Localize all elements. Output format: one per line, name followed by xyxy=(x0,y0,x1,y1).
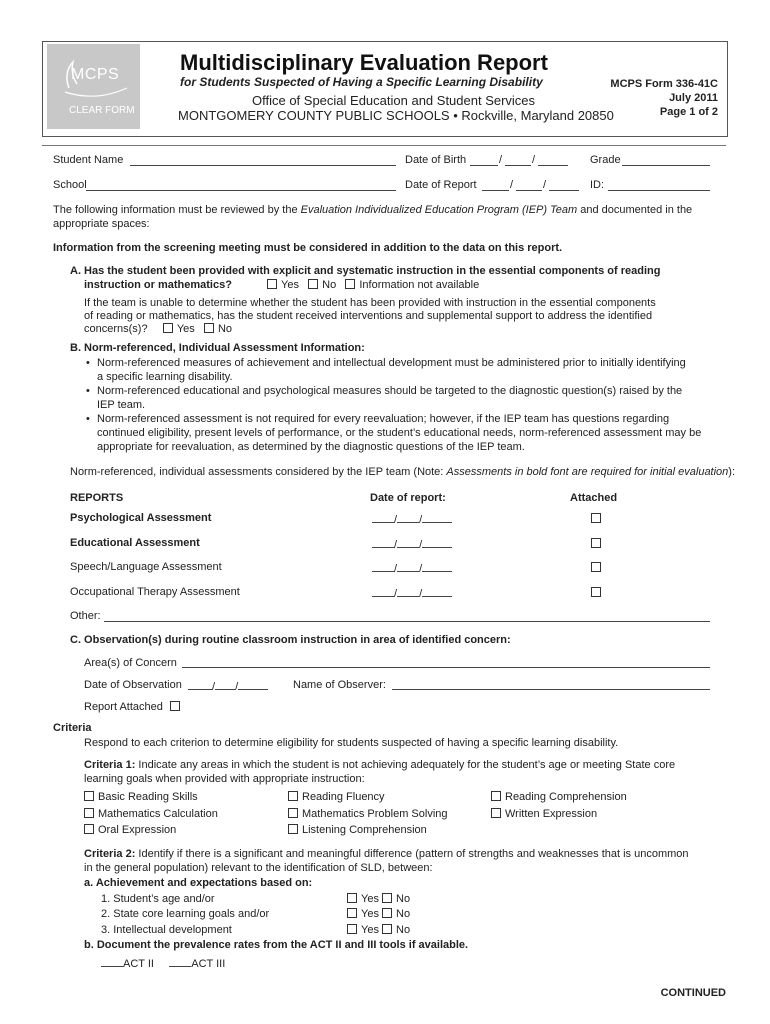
report-row-label: Educational Assessment xyxy=(70,537,200,549)
yes-checkbox[interactable] xyxy=(347,893,357,903)
act-fields: ACT II ACT III xyxy=(101,956,225,970)
criteria-1-cont: learning goals when provided with appropriate instruction: xyxy=(84,773,365,785)
logo-text: MCPS xyxy=(71,66,120,83)
report-year-field[interactable] xyxy=(549,190,579,191)
dob-year-field[interactable] xyxy=(538,165,568,166)
screening-note: Information from the screening meeting must be considered in addition to the data on this report. xyxy=(53,242,563,254)
continued-label: CONTINUED xyxy=(660,987,726,999)
act2-field[interactable] xyxy=(101,956,123,967)
id-label: ID: xyxy=(590,179,605,191)
report-date-label: Date of Report xyxy=(405,179,477,191)
other-field[interactable] xyxy=(104,621,710,622)
section-a-followup: If the team is unable to determine whether the student has been provided with instruction in the essential components xyxy=(84,297,656,309)
area-checkbox[interactable]: Oral Expression xyxy=(84,824,176,836)
criteria-intro: Respond to each criterion to determine eligibility for students suspected of having a specific learning disability. xyxy=(84,737,619,749)
bullet-1-cont: a specific learning disability. xyxy=(97,371,233,383)
criteria-2a-item: 1. Student’s age and/or xyxy=(101,893,215,905)
school-field[interactable] xyxy=(86,190,396,191)
area-checkbox[interactable]: Reading Comprehension xyxy=(491,791,627,803)
page-number: Page 1 of 2 xyxy=(659,106,718,118)
dob-day-field[interactable] xyxy=(505,165,531,166)
area-checkbox[interactable]: Mathematics Problem Solving xyxy=(288,808,448,820)
report-attached-checkbox[interactable] xyxy=(170,701,180,711)
yes-no-row: Yes No xyxy=(347,924,410,936)
section-c-heading: C. Observation(s) during routine classroom instruction in area of identified concern: xyxy=(70,634,511,646)
form-number: MCPS Form 336-41C xyxy=(610,78,718,90)
yes-no-row: Yes No xyxy=(347,893,410,905)
intro-text-2: appropriate spaces: xyxy=(53,218,150,230)
report-attached-row: Report Attached xyxy=(84,701,184,713)
section-a-question: A. Has the student been provided with explicit and systematic instruction in the essential components of reading xyxy=(70,265,661,277)
form-date: July 2011 xyxy=(669,92,718,104)
col-date: Date of report: xyxy=(370,492,446,504)
criteria-2a-heading: a. Achievement and expectations based on: xyxy=(84,877,313,889)
report-month-field[interactable] xyxy=(482,190,509,191)
clear-form-button[interactable] xyxy=(47,44,140,129)
section-a-options: Yes No Information not available xyxy=(267,279,479,291)
id-field[interactable] xyxy=(608,190,710,191)
no-checkbox[interactable] xyxy=(308,279,318,289)
criteria-heading: Criteria xyxy=(53,722,92,734)
no-checkbox[interactable] xyxy=(382,893,392,903)
areas-label: Area(s) of Concern xyxy=(84,657,177,669)
grade-label: Grade xyxy=(590,154,621,166)
bullet-3: Norm-referenced assessment is not required for every reevaluation; however, if the IEP team has questions regarding xyxy=(97,413,670,425)
report-date-field[interactable]: / / xyxy=(372,512,452,526)
criteria-2a-item: 2. State core learning goals and/or xyxy=(101,908,270,920)
criteria-2b-heading: b. Document the prevalence rates from the ACT II and III tools if available. xyxy=(84,939,469,951)
area-checkbox[interactable]: Reading Fluency xyxy=(288,791,385,803)
page-subtitle: for Students Suspected of Having a Specific Learning Disability xyxy=(180,75,543,89)
criteria-2-cont: in the general population) relevant to the identification of SLD, between: xyxy=(84,862,433,874)
report-day-field[interactable] xyxy=(516,190,542,191)
student-name-label: Student Name xyxy=(53,154,124,166)
criteria-2: Criteria 2: Identify if there is a significant and meaningful difference (pattern of strengths and weaknesses that is uncommon xyxy=(84,848,689,860)
bullet-2: Norm-referenced educational and psychological measures should be targeted to the diagnostic question(s) raised by the xyxy=(97,385,683,397)
report-row-label: Occupational Therapy Assessment xyxy=(70,586,240,598)
bullet-3-cont-2: appropriate for reevaluation, as determined by the diagnostic questions of the IEP team. xyxy=(97,441,525,453)
act3-field[interactable] xyxy=(169,956,191,967)
bullet-1: Norm-referenced measures of achievement and intellectual development must be administered prior to initially identifying xyxy=(97,357,686,369)
attached-checkbox[interactable] xyxy=(591,538,601,548)
report-date-field[interactable]: / / xyxy=(372,561,452,575)
yes-checkbox[interactable] xyxy=(347,924,357,934)
section-b-heading: B. Norm-referenced, Individual Assessment Information: xyxy=(70,342,365,354)
area-checkbox[interactable]: Mathematics Calculation xyxy=(84,808,218,820)
assessments-note: Norm-referenced, individual assessments considered by the IEP team (Note: Assessments in bold font are required for initial evaluation): xyxy=(70,466,736,478)
yes-no-row: Yes No xyxy=(347,908,410,920)
col-attached: Attached xyxy=(570,492,618,504)
attached-checkbox[interactable] xyxy=(591,562,601,572)
other-label: Other: xyxy=(70,610,101,622)
date-observation-label: Date of Observation xyxy=(84,679,182,691)
grade-field[interactable] xyxy=(622,165,710,166)
report-row-label: Psychological Assessment xyxy=(70,512,212,524)
section-a-followup-3: concerns(s)? Yes No xyxy=(84,323,233,335)
info-not-available-checkbox[interactable] xyxy=(345,279,355,289)
yes-checkbox[interactable] xyxy=(347,908,357,918)
report-row-label: Speech/Language Assessment xyxy=(70,561,222,573)
office-line: Office of Special Education and Student Services xyxy=(252,93,536,108)
dob-label: Date of Birth xyxy=(405,154,467,166)
followup-no-checkbox[interactable] xyxy=(204,323,214,333)
observer-field[interactable] xyxy=(392,689,710,690)
observer-label: Name of Observer: xyxy=(293,679,386,691)
yes-checkbox[interactable] xyxy=(267,279,277,289)
student-name-field[interactable] xyxy=(130,165,396,166)
area-checkbox[interactable]: Written Expression xyxy=(491,808,597,820)
no-checkbox[interactable] xyxy=(382,924,392,934)
district-line: MONTGOMERY COUNTY PUBLIC SCHOOLS • Rockville, Maryland 20850 xyxy=(178,108,614,123)
followup-yes-checkbox[interactable] xyxy=(163,323,173,333)
report-date-field[interactable]: / / xyxy=(372,537,452,551)
bullet-3-cont: continued eligibility, present levels of performance, or the student’s educational needs, norm-referenced assessment may be xyxy=(97,427,702,439)
no-checkbox[interactable] xyxy=(382,908,392,918)
dob-month-field[interactable] xyxy=(470,165,498,166)
area-checkbox[interactable]: Listening Comprehension xyxy=(288,824,427,836)
attached-checkbox[interactable] xyxy=(591,587,601,597)
col-reports: REPORTS xyxy=(70,492,124,504)
criteria-2a-item: 3. Intellectual development xyxy=(101,924,232,936)
intro-text: The following information must be reviewed by the Evaluation Individualized Education Program (IEP) Team and documented in the xyxy=(53,204,693,216)
school-label: School xyxy=(53,179,87,191)
clear-form-label: CLEAR FORM xyxy=(69,105,135,116)
areas-field[interactable] xyxy=(182,667,710,668)
criteria-1: Criteria 1: Indicate any areas in which the student is not achieving adequately for the student’s age or meeting State core xyxy=(84,759,676,771)
divider xyxy=(42,145,726,146)
area-checkbox[interactable]: Basic Reading Skills xyxy=(84,791,198,803)
date-observation-field[interactable]: / / xyxy=(188,679,268,693)
section-a-question-2: instruction or mathematics? xyxy=(84,279,232,291)
page-title: Multidisciplinary Evaluation Report xyxy=(180,50,548,75)
attached-checkbox[interactable] xyxy=(591,513,601,523)
section-a-followup-2: of reading or mathematics, has the student received interventions and supplemental support to address the identified xyxy=(84,310,653,322)
report-date-field[interactable]: / / xyxy=(372,586,452,600)
bullet-2-cont: IEP team. xyxy=(97,399,146,411)
